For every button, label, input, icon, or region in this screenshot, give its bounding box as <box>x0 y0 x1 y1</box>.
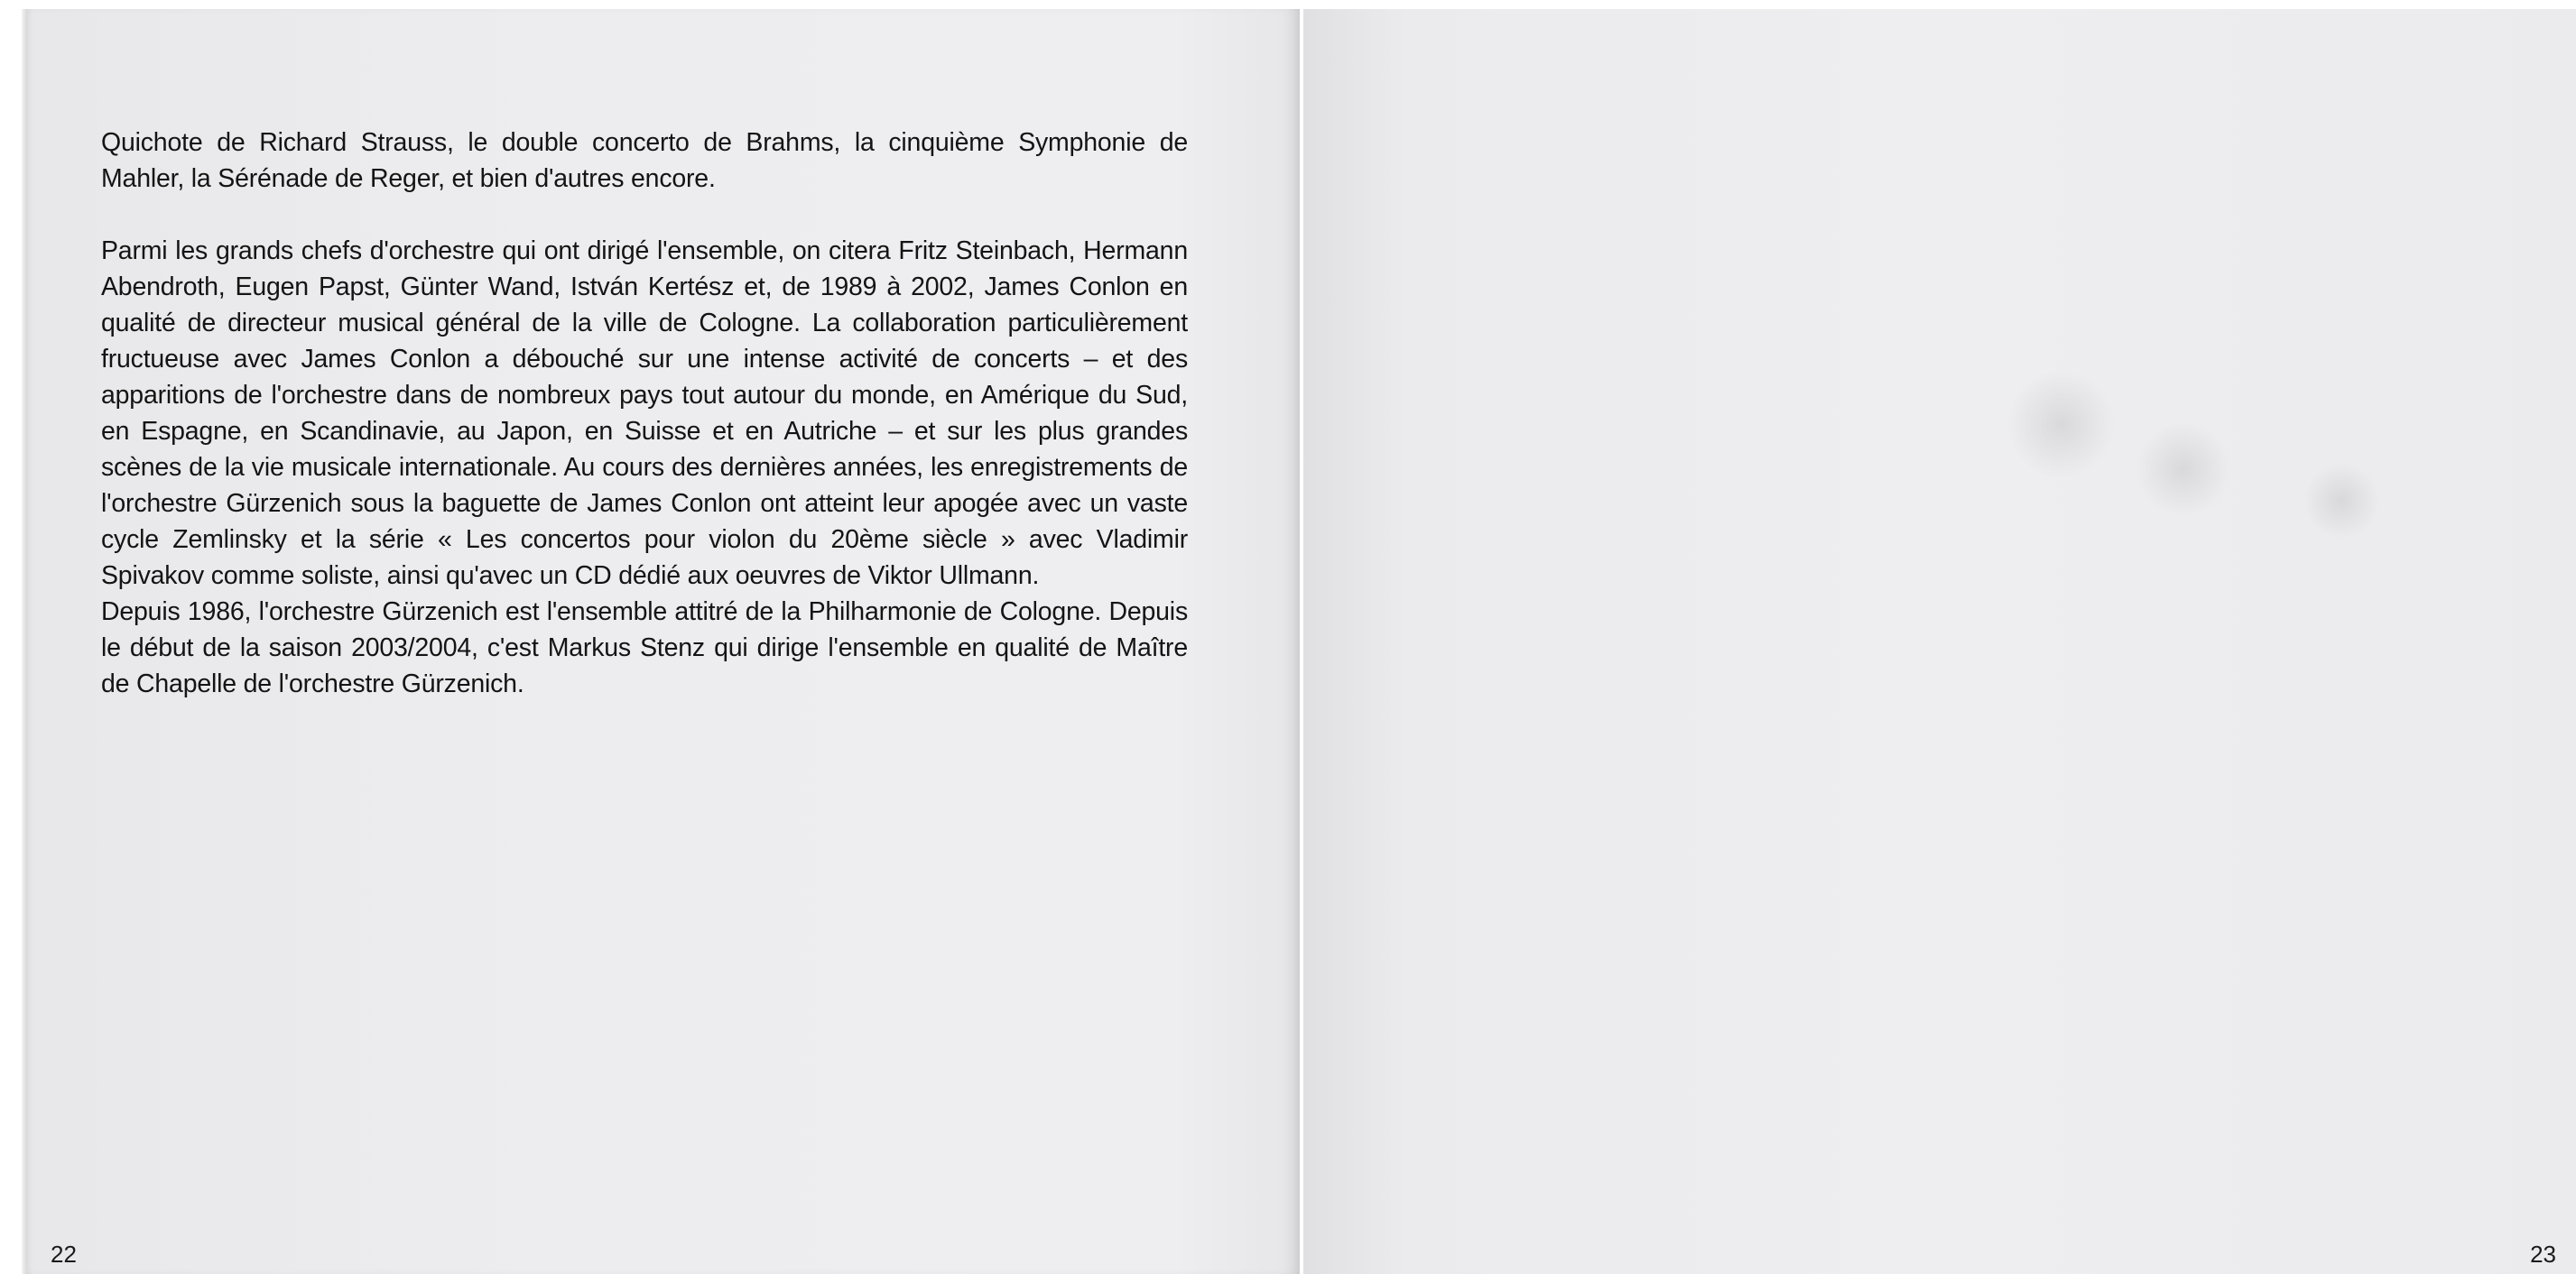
right-page <box>1303 9 2576 1274</box>
paragraph-3: Depuis 1986, l'orchestre Gürzenich est l'ensemble attitré de la Philharmonie de Cologne. Depuis le début de la saison 2003/2004, c'est Markus Stenz qui dirige l'ensemble en qualité de Maître de Chapelle de l'orchestre Gürzenich. <box>101 597 1188 698</box>
paragraph-2: Parmi les grands chefs d'orchestre qui ont dirigé l'ensemble, on citera Fritz Steinbach, Hermann Abendroth, Eugen Papst, Günter Wand, István Kertész et, de 1989 à 2002, James Conlon en qualité de directeur musical général de la ville de Cologne. La collaboration particulièrement fructueuse avec James Conlon a débouché sur une intense activité de concerts – et des apparitions de l'orchestre dans de nombreux pays tout autour du monde, en Amérique du Sud, en Espagne, en Scandinavie, au Japon, en Suisse et en Autriche – et sur les plus grandes scènes de la vie musicale internationale. Au cours des dernières années, les enregistrements de l'orchestre Gürzenich sous la baguette de James Conlon ont atteint leur apogée avec un vaste cycle Zemlinsky et la série « Les concertos pour violon du 20ème siècle » avec Vladimir Spivakov comme soliste, ainsi qu'avec un CD dédié aux oeuvres de Viktor Ullmann. <box>101 236 1188 590</box>
paper-smudge <box>2007 370 2116 478</box>
paper-smudge <box>2134 424 2233 514</box>
paragraph-1: Quichote de Richard Strauss, le double concerto de Brahms, la cinquième Symphonie de Mahler, la Sérénade de Reger, et bien d'autres encore. <box>101 128 1188 193</box>
left-page <box>27 9 1300 1274</box>
paragraph-gap <box>101 197 1188 233</box>
page-number-left: 22 <box>51 1241 77 1268</box>
paper-smudge <box>2305 460 2377 541</box>
left-page-text <box>101 125 1188 702</box>
page-number-right: 23 <box>2530 1241 2556 1268</box>
